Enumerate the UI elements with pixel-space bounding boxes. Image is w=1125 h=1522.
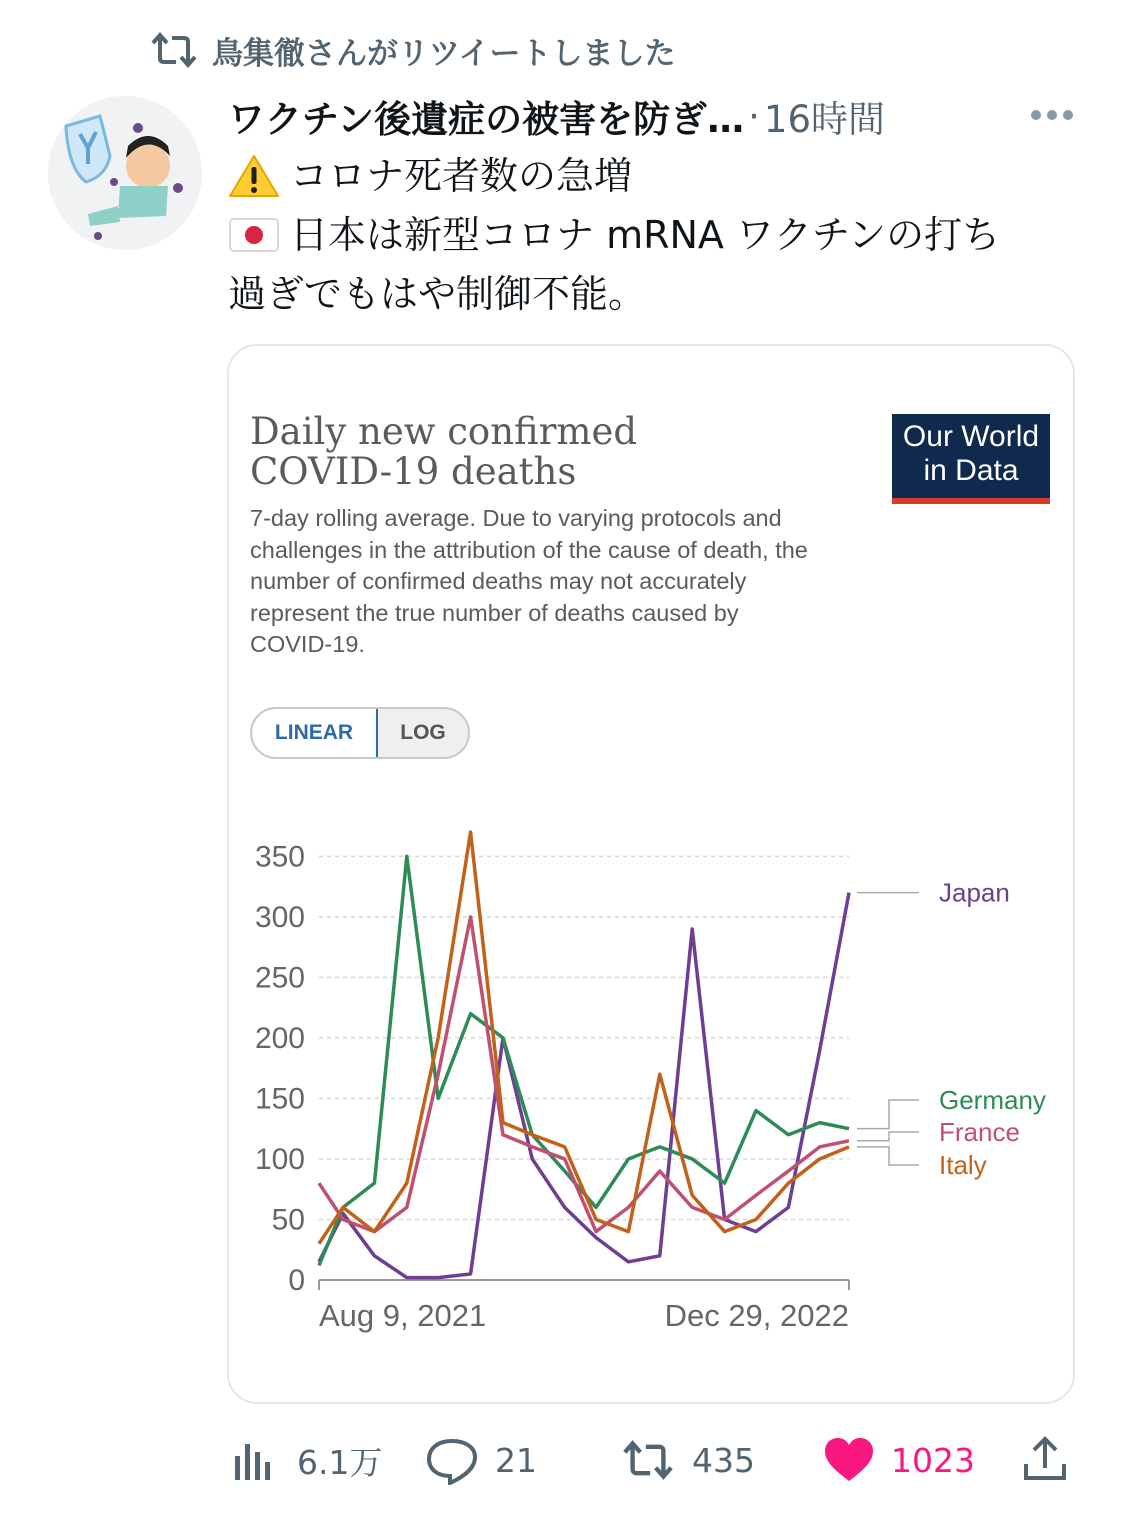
heart-icon bbox=[823, 1437, 875, 1483]
views-icon bbox=[225, 1438, 281, 1482]
action-bar bbox=[225, 1430, 1085, 1490]
like-button[interactable] bbox=[823, 1430, 975, 1490]
retweet-count: 435 bbox=[692, 1440, 755, 1480]
retweet-button[interactable] bbox=[620, 1430, 755, 1490]
y-tick-label: 0 bbox=[288, 1264, 305, 1297]
tweet-time[interactable]: 16時間 bbox=[763, 98, 886, 141]
scale-toggle bbox=[250, 707, 470, 759]
legend-label: France bbox=[939, 1117, 1020, 1147]
legend-label: Germany bbox=[939, 1085, 1046, 1115]
chart-subtitle: 7-day rolling average. Due to varying protocols and challenges in the attribution of the cause of death, the number of confirmed deaths may not accurately represent the true number of deaths caused by COVID-19. bbox=[250, 505, 808, 657]
warning-emoji bbox=[228, 154, 280, 198]
legend-connector bbox=[857, 1100, 919, 1129]
y-tick-label: 100 bbox=[254, 1142, 305, 1176]
y-tick-label: 50 bbox=[271, 1203, 305, 1237]
y-tick-label: 300 bbox=[254, 900, 305, 934]
tweet-header bbox=[228, 88, 1088, 144]
tweet-line-3 bbox=[228, 264, 646, 324]
owid-logo bbox=[892, 414, 1050, 504]
y-tick-label: 350 bbox=[254, 840, 305, 874]
y-tick-label: 150 bbox=[254, 1082, 305, 1116]
views-count: 6.1万 bbox=[297, 1442, 383, 1482]
like-count: 1023 bbox=[891, 1440, 975, 1480]
reply-icon bbox=[425, 1435, 479, 1485]
share-icon bbox=[1020, 1436, 1070, 1484]
tweet-text-line: 日本は新型コロナ mRNA ワクチンの打ち bbox=[290, 213, 1001, 257]
retweet-icon bbox=[150, 30, 198, 70]
reply-button[interactable] bbox=[425, 1430, 537, 1490]
reply-count: 21 bbox=[495, 1440, 537, 1480]
legend-label: Japan bbox=[939, 877, 1010, 908]
japan-flag-emoji bbox=[228, 213, 280, 257]
more-button[interactable] bbox=[1030, 100, 1074, 130]
log-toggle[interactable]: LOG bbox=[400, 721, 446, 744]
y-tick-label: 200 bbox=[254, 1021, 305, 1055]
retweet-header bbox=[150, 26, 675, 74]
line-chart bbox=[227, 780, 1075, 1360]
share-button[interactable] bbox=[1020, 1430, 1070, 1490]
y-tick-label: 250 bbox=[254, 961, 305, 995]
views-button[interactable] bbox=[225, 1430, 382, 1490]
avatar-illustration bbox=[48, 96, 202, 250]
chart-title-line1: Daily new confirmed bbox=[250, 410, 638, 453]
retweet-text: 鳥集徹さんがリツイートしました bbox=[212, 35, 676, 72]
x-tick-label: Aug 9, 2021 bbox=[319, 1298, 487, 1333]
x-tick-label: Dec 29, 2022 bbox=[664, 1298, 849, 1333]
legend-connector bbox=[857, 1147, 919, 1165]
separator: · bbox=[748, 94, 760, 138]
avatar[interactable] bbox=[48, 96, 202, 250]
legend-label: Italy bbox=[939, 1150, 987, 1180]
more-icon bbox=[1030, 100, 1074, 130]
linear-toggle[interactable]: LINEAR bbox=[250, 707, 378, 759]
legend-connector bbox=[857, 1132, 919, 1141]
chart-title-line2: COVID-19 deaths bbox=[250, 450, 577, 493]
author-name[interactable]: ワクチン後遺症の被害を防ぎ… bbox=[228, 98, 745, 141]
chart-title bbox=[250, 412, 870, 492]
owid-logo-line1: Our World bbox=[902, 420, 1040, 453]
tweet-line-2 bbox=[228, 205, 1000, 265]
tweet-line-1 bbox=[228, 146, 632, 206]
retweet-icon bbox=[620, 1438, 676, 1482]
series-line-france bbox=[319, 917, 849, 1232]
owid-logo-line2: in Data bbox=[923, 454, 1019, 487]
tweet-text-line: コロナ死者数の急増 bbox=[290, 154, 633, 198]
tweet-text-line: 過ぎでもはや制御不能。 bbox=[228, 272, 647, 316]
